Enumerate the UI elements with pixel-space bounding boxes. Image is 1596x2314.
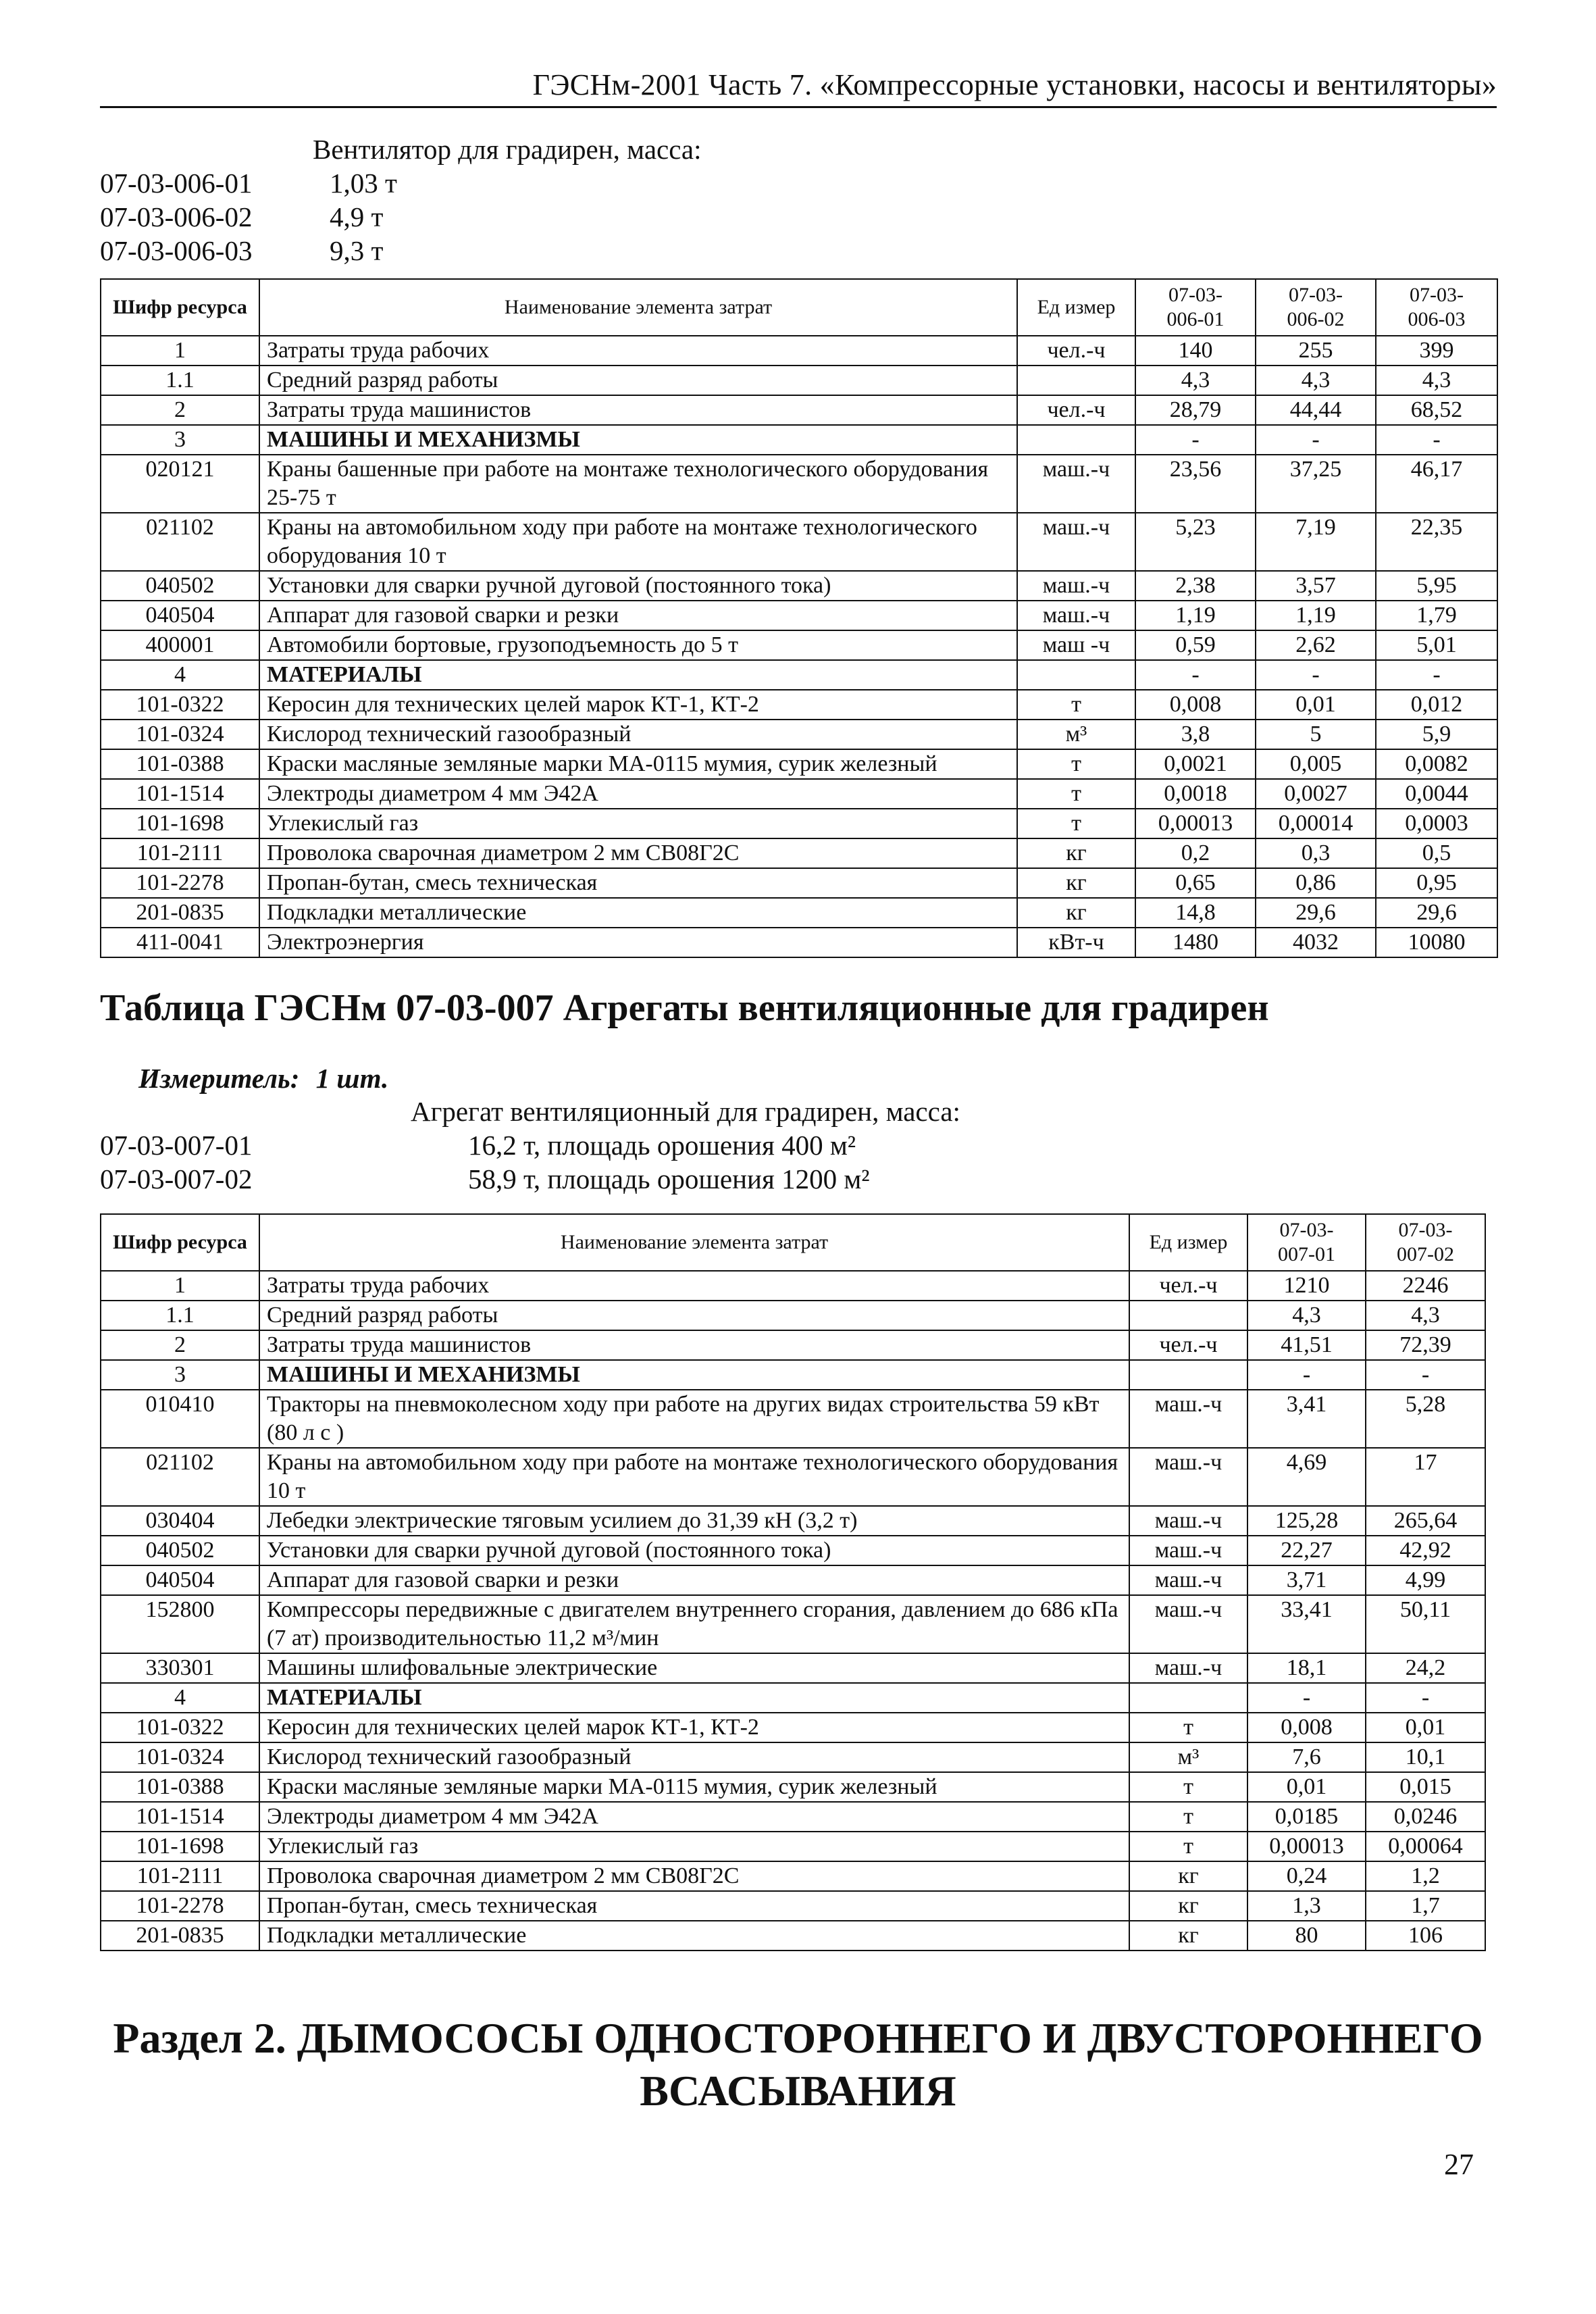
value-cell: 22,35 [1376,513,1497,571]
page-number: 27 [1444,2148,1474,2181]
resource-name-cell: Краны башенные при работе на монтаже технологического оборудования 25-75 т [259,455,1017,513]
resource-name-cell: Затраты труда машинистов [259,395,1017,425]
value-cell: 24,2 [1366,1653,1485,1683]
resource-name-cell: Керосин для технических целей марок КТ-1, КТ-2 [259,690,1017,720]
unit-cell: кВт-ч [1017,928,1135,957]
resource-code-cell: 101-2111 [101,1861,259,1891]
resource-name-cell: Аппарат для газовой сварки и резки [259,1565,1129,1595]
resource-name-cell: Средний разряд работы [259,1301,1129,1330]
unit-cell: чел.-ч [1017,336,1135,366]
value-cell: 0,3 [1256,838,1376,868]
unit-cell [1017,366,1135,395]
table-row [101,366,1497,395]
unit-cell: маш.-ч [1129,1536,1247,1565]
value-cell: 0,01 [1256,690,1376,720]
table-row [101,749,1497,779]
value-cell: 4,3 [1366,1301,1485,1330]
block1-lead: Вентилятор для градирен, масса: [313,134,702,165]
value-cell: 4,3 [1247,1301,1366,1330]
table-row [101,928,1497,957]
table-row [101,1713,1485,1742]
value-cell: 7,6 [1247,1742,1366,1772]
value-cell: 1480 [1135,928,1256,957]
header-unit: Ед измер [1129,1214,1247,1271]
value-cell: 3,8 [1135,720,1256,749]
resource-code-cell: 2 [101,1330,259,1360]
resource-name-cell: Керосин для технических целей марок КТ-1, КТ-2 [259,1713,1129,1742]
resource-code-cell: 152800 [101,1595,259,1653]
value-cell: 0,005 [1256,749,1376,779]
value-cell: 0,0021 [1135,749,1256,779]
meter-value: 1 шт. [315,1063,389,1094]
unit-cell: кг [1017,898,1135,928]
table-row [101,898,1497,928]
block2-value: 58,9 т, площадь орошения 1200 м² [468,1163,870,1194]
value-cell: 42,92 [1366,1536,1485,1565]
table-row [101,455,1497,513]
block2-value: 16,2 т, площадь орошения 400 м² [468,1130,856,1161]
resource-code-cell: 3 [101,425,259,455]
resource-name-cell: Электроды диаметром 4 мм Э42А [259,779,1017,809]
resource-name-cell: Тракторы на пневмоколесном ходу при работе на других видах строительства 59 кВт (80 л с ) [259,1390,1129,1448]
resource-code-cell: 330301 [101,1653,259,1683]
value-cell: - [1247,1683,1366,1713]
value-cell: 5,01 [1376,630,1497,660]
unit-cell: маш.-ч [1129,1390,1247,1448]
resource-code-cell: 1 [101,336,259,366]
resource-code-cell: 021102 [101,513,259,571]
unit-cell: чел.-ч [1129,1271,1247,1301]
value-cell: 23,56 [1135,455,1256,513]
unit-cell: маш.-ч [1129,1565,1247,1595]
resource-code-cell: 101-0388 [101,1772,259,1802]
unit-cell: т [1017,779,1135,809]
value-cell: 68,52 [1376,395,1497,425]
value-cell: 0,86 [1256,868,1376,898]
value-cell: - [1135,660,1256,690]
value-cell: - [1135,425,1256,455]
block1-value: 4,9 т [330,201,384,232]
block1-value: 1,03 т [330,168,397,199]
value-cell: - [1376,660,1497,690]
value-cell: 41,51 [1247,1330,1366,1360]
resource-name-cell: Проволока сварочная диаметром 2 мм СВ08Г2С [259,1861,1129,1891]
resource-name-cell: МАТЕРИАЛЫ [259,1683,1129,1713]
value-cell: 10080 [1376,928,1497,957]
value-cell: 255 [1256,336,1376,366]
table-row [101,1653,1485,1683]
table-row [101,720,1497,749]
value-cell: 4,3 [1135,366,1256,395]
table-row [101,395,1497,425]
value-cell: 4,69 [1247,1448,1366,1506]
unit-cell: кг [1017,868,1135,898]
table-row [101,868,1497,898]
unit-cell [1017,425,1135,455]
resource-name-cell: Пропан-бутан, смесь техническая [259,868,1017,898]
resource-name-cell: Затраты труда машинистов [259,1330,1129,1360]
value-cell: 5,23 [1135,513,1256,571]
resource-name-cell: Подкладки металлические [259,898,1017,928]
value-cell: 0,0185 [1247,1802,1366,1832]
block2-intro [100,1095,960,1196]
resource-code-cell: 101-1698 [101,809,259,838]
resource-code-cell: 3 [101,1360,259,1390]
table-row [101,809,1497,838]
resource-code-cell: 101-1698 [101,1832,259,1861]
table-row [101,660,1497,690]
section-title [0,2012,1596,2117]
value-cell: 10,1 [1366,1742,1485,1772]
unit-cell: чел.-ч [1129,1330,1247,1360]
resource-name-cell: Пропан-бутан, смесь техническая [259,1891,1129,1921]
table-row [101,1330,1485,1360]
unit-cell: кг [1129,1861,1247,1891]
meter-label: Измеритель: [138,1063,300,1094]
resource-name-cell: Установки для сварки ручной дуговой (постоянного тока) [259,571,1017,601]
resource-code-cell: 040504 [101,1565,259,1595]
section-title-line: ВСАСЫВАНИЯ [640,2067,956,2115]
value-cell: 29,6 [1256,898,1376,928]
resource-name-cell: Краски масляные земляные марки МА-0115 мумия, сурик железный [259,749,1017,779]
unit-cell: маш.-ч [1129,1506,1247,1536]
value-cell: 5,95 [1376,571,1497,601]
unit-cell: кг [1129,1891,1247,1921]
resource-code-cell: 010410 [101,1390,259,1448]
table-row [101,1360,1485,1390]
header-col: 07-03-006-01 [1135,279,1256,336]
value-cell: 7,19 [1256,513,1376,571]
header-name: Наименование элемента затрат [259,1214,1129,1271]
value-cell: 1,2 [1366,1861,1485,1891]
resource-code-cell: 1.1 [101,1301,259,1330]
table-row [101,1861,1485,1891]
unit-cell: т [1017,690,1135,720]
header-col: 07-03-007-01 [1247,1214,1366,1271]
resource-name-cell: Кислород технический газообразный [259,1742,1129,1772]
header-code: Шифр ресурса [101,1214,259,1271]
unit-cell: маш.-ч [1129,1448,1247,1506]
value-cell: 0,24 [1247,1861,1366,1891]
value-cell: 0,01 [1366,1713,1485,1742]
resource-name-cell: Краны на автомобильном ходу при работе на монтаже технологического оборудования 10 т [259,513,1017,571]
resource-name-cell: Краны на автомобильном ходу при работе на монтаже технологического оборудования 10 т [259,1448,1129,1506]
table-row [101,1301,1485,1330]
unit-cell [1129,1301,1247,1330]
resource-name-cell: Краски масляные земляные марки МА-0115 мумия, сурик железный [259,1772,1129,1802]
table-row [101,1595,1485,1653]
resource-name-cell: Лебедки электрические тяговым усилием до 31,39 кН (3,2 т) [259,1506,1129,1536]
resource-name-cell: Электроэнергия [259,928,1017,957]
resource-code-cell: 4 [101,1683,259,1713]
value-cell: 0,008 [1247,1713,1366,1742]
value-cell: - [1366,1360,1485,1390]
value-cell: 2246 [1366,1271,1485,1301]
value-cell: 0,5 [1376,838,1497,868]
resource-name-cell: Электроды диаметром 4 мм Э42А [259,1802,1129,1832]
unit-cell: маш.-ч [1129,1653,1247,1683]
value-cell: 0,0246 [1366,1802,1485,1832]
value-cell: 1,19 [1256,601,1376,630]
resource-table-2 [100,1213,1486,1951]
resource-code-cell: 101-2111 [101,838,259,868]
value-cell: 1,79 [1376,601,1497,630]
unit-cell [1017,660,1135,690]
resource-code-cell: 040504 [101,601,259,630]
unit-cell: т [1017,809,1135,838]
table-row [101,630,1497,660]
value-cell: 4,3 [1376,366,1497,395]
resource-code-cell: 101-1514 [101,1802,259,1832]
unit-cell: чел.-ч [1017,395,1135,425]
resource-code-cell: 101-0324 [101,1742,259,1772]
value-cell: 265,64 [1366,1506,1485,1536]
unit-cell: маш.-ч [1017,571,1135,601]
resource-code-cell: 201-0835 [101,1921,259,1951]
value-cell: 72,39 [1366,1330,1485,1360]
value-cell: 0,59 [1135,630,1256,660]
value-cell: - [1376,425,1497,455]
table-row [101,1565,1485,1595]
value-cell: 33,41 [1247,1595,1366,1653]
table-row [101,336,1497,366]
value-cell: 0,95 [1376,868,1497,898]
unit-cell: маш.-ч [1017,455,1135,513]
value-cell: 0,01 [1247,1772,1366,1802]
unit-cell: маш.-ч [1017,601,1135,630]
resource-name-cell: Установки для сварки ручной дуговой (постоянного тока) [259,1536,1129,1565]
resource-code-cell: 4 [101,660,259,690]
value-cell: 0,0003 [1376,809,1497,838]
value-cell: 1,19 [1135,601,1256,630]
resource-code-cell: 040502 [101,1536,259,1565]
value-cell: 1210 [1247,1271,1366,1301]
value-cell: 37,25 [1256,455,1376,513]
resource-code-cell: 101-0388 [101,749,259,779]
resource-code-cell: 201-0835 [101,898,259,928]
unit-cell: маш -ч [1017,630,1135,660]
table-row [101,690,1497,720]
unit-cell: маш.-ч [1129,1595,1247,1653]
value-cell: 0,65 [1135,868,1256,898]
resource-name-cell: Затраты труда рабочих [259,336,1017,366]
block2-lead: Агрегат вентиляционный для градирен, масса: [411,1096,960,1127]
value-cell: 125,28 [1247,1506,1366,1536]
resource-name-cell: МАТЕРИАЛЫ [259,660,1017,690]
block2-code: 07-03-007-01 [100,1130,253,1161]
table-row [101,1271,1485,1301]
value-cell: 2,62 [1256,630,1376,660]
unit-cell: кг [1129,1921,1247,1951]
value-cell: 106 [1366,1921,1485,1951]
resource-code-cell: 101-0324 [101,720,259,749]
value-cell: 5 [1256,720,1376,749]
value-cell: 18,1 [1247,1653,1366,1683]
resource-name-cell: Проволока сварочная диаметром 2 мм СВ08Г2С [259,838,1017,868]
resource-name-cell: МАШИНЫ И МЕХАНИЗМЫ [259,1360,1129,1390]
table-row [101,601,1497,630]
table-row [101,1802,1485,1832]
table-row [101,1891,1485,1921]
value-cell: 14,8 [1135,898,1256,928]
value-cell: 399 [1376,336,1497,366]
value-cell: 1,3 [1247,1891,1366,1921]
unit-cell: м³ [1017,720,1135,749]
block1-code: 07-03-006-02 [100,201,253,232]
header-code: Шифр ресурса [101,279,259,336]
block1-value: 9,3 т [330,235,384,266]
table-row [101,1683,1485,1713]
resource-code-cell: 101-1514 [101,779,259,809]
value-cell: 0,0044 [1376,779,1497,809]
resource-code-cell: 101-0322 [101,690,259,720]
resource-name-cell: Углекислый газ [259,809,1017,838]
table-row [101,1921,1485,1951]
unit-cell: т [1017,749,1135,779]
value-cell: 22,27 [1247,1536,1366,1565]
block1-code: 07-03-006-01 [100,168,253,199]
resource-code-cell: 400001 [101,630,259,660]
section-title-line: Раздел 2. ДЫМОСОСЫ ОДНОСТОРОННЕГО И ДВУСТОРОННЕГО [113,2014,1483,2062]
table-row [101,1448,1485,1506]
table-row [101,838,1497,868]
page-header: ГЭСНм-2001 Часть 7. «Компрессорные установки, насосы и вентиляторы» [100,68,1497,108]
resource-code-cell: 101-2278 [101,868,259,898]
resource-name-cell: Компрессоры передвижные с двигателем внутреннего сгорания, давлением до 686 кПа (7 ат) производительностью 11,2 м³/мин [259,1595,1129,1653]
resource-name-cell: Автомобили бортовые, грузоподъемность до 5 т [259,630,1017,660]
value-cell: 5,9 [1376,720,1497,749]
header-col: 07-03-007-02 [1366,1214,1485,1271]
block1-code: 07-03-006-03 [100,235,253,266]
table-row [101,779,1497,809]
value-cell: 17 [1366,1448,1485,1506]
value-cell: 0,00064 [1366,1832,1485,1861]
value-cell: 3,41 [1247,1390,1366,1448]
unit-cell: маш.-ч [1017,513,1135,571]
resource-code-cell: 1 [101,1271,259,1301]
resource-name-cell: Машины шлифовальные электрические [259,1653,1129,1683]
value-cell: 5,28 [1366,1390,1485,1448]
unit-cell: м³ [1129,1742,1247,1772]
resource-name-cell: Аппарат для газовой сварки и резки [259,601,1017,630]
unit-cell: кг [1017,838,1135,868]
resource-name-cell: Кислород технический газообразный [259,720,1017,749]
table-row [101,425,1497,455]
value-cell: 0,012 [1376,690,1497,720]
resource-code-cell: 020121 [101,455,259,513]
value-cell: 0,0018 [1135,779,1256,809]
value-cell: 140 [1135,336,1256,366]
value-cell: 0,008 [1135,690,1256,720]
value-cell: 2,38 [1135,571,1256,601]
resource-code-cell: 101-2278 [101,1891,259,1921]
value-cell: 0,00013 [1247,1832,1366,1861]
resource-name-cell: МАШИНЫ И МЕХАНИЗМЫ [259,425,1017,455]
meter [138,1062,388,1095]
resource-name-cell: Затраты труда рабочих [259,1271,1129,1301]
value-cell: 3,71 [1247,1565,1366,1595]
unit-cell: т [1129,1832,1247,1861]
block2-code: 07-03-007-02 [100,1163,253,1194]
table2-title: Таблица ГЭСНм 07-03-007 Агрегаты вентиляционные для градирен [100,987,1269,1029]
value-cell: 28,79 [1135,395,1256,425]
value-cell: 3,57 [1256,571,1376,601]
table-row [101,1390,1485,1448]
table-row [101,1832,1485,1861]
header-unit: Ед измер [1017,279,1135,336]
table-row [101,1742,1485,1772]
value-cell: 4,99 [1366,1565,1485,1595]
value-cell: 0,0082 [1376,749,1497,779]
resource-table-1 [100,278,1498,958]
value-cell: 0,015 [1366,1772,1485,1802]
header-col: 07-03-006-03 [1376,279,1497,336]
resource-name-cell: Средний разряд работы [259,366,1017,395]
resource-code-cell: 2 [101,395,259,425]
value-cell: 29,6 [1376,898,1497,928]
value-cell: 0,00013 [1135,809,1256,838]
unit-cell: т [1129,1802,1247,1832]
table-row [101,1772,1485,1802]
table-row [101,1536,1485,1565]
unit-cell [1129,1683,1247,1713]
resource-code-cell: 030404 [101,1506,259,1536]
table-row [101,571,1497,601]
resource-code-cell: 101-0322 [101,1713,259,1742]
value-cell: 50,11 [1366,1595,1485,1653]
resource-code-cell: 021102 [101,1448,259,1506]
unit-cell: т [1129,1713,1247,1742]
resource-code-cell: 411-0041 [101,928,259,957]
value-cell: - [1366,1683,1485,1713]
value-cell: 1,7 [1366,1891,1485,1921]
unit-cell: т [1129,1772,1247,1802]
resource-code-cell: 040502 [101,571,259,601]
unit-cell [1129,1360,1247,1390]
header-name: Наименование элемента затрат [259,279,1017,336]
value-cell: 0,2 [1135,838,1256,868]
value-cell: 46,17 [1376,455,1497,513]
block1-intro [100,132,702,268]
value-cell: 0,0027 [1256,779,1376,809]
value-cell: 0,00014 [1256,809,1376,838]
value-cell: 80 [1247,1921,1366,1951]
value-cell: 4,3 [1256,366,1376,395]
table-row [101,513,1497,571]
header-col: 07-03-006-02 [1256,279,1376,336]
value-cell: - [1247,1360,1366,1390]
value-cell: 44,44 [1256,395,1376,425]
value-cell: 4032 [1256,928,1376,957]
value-cell: - [1256,660,1376,690]
resource-name-cell: Подкладки металлические [259,1921,1129,1951]
resource-name-cell: Углекислый газ [259,1832,1129,1861]
table-row [101,1506,1485,1536]
value-cell: - [1256,425,1376,455]
resource-code-cell: 1.1 [101,366,259,395]
